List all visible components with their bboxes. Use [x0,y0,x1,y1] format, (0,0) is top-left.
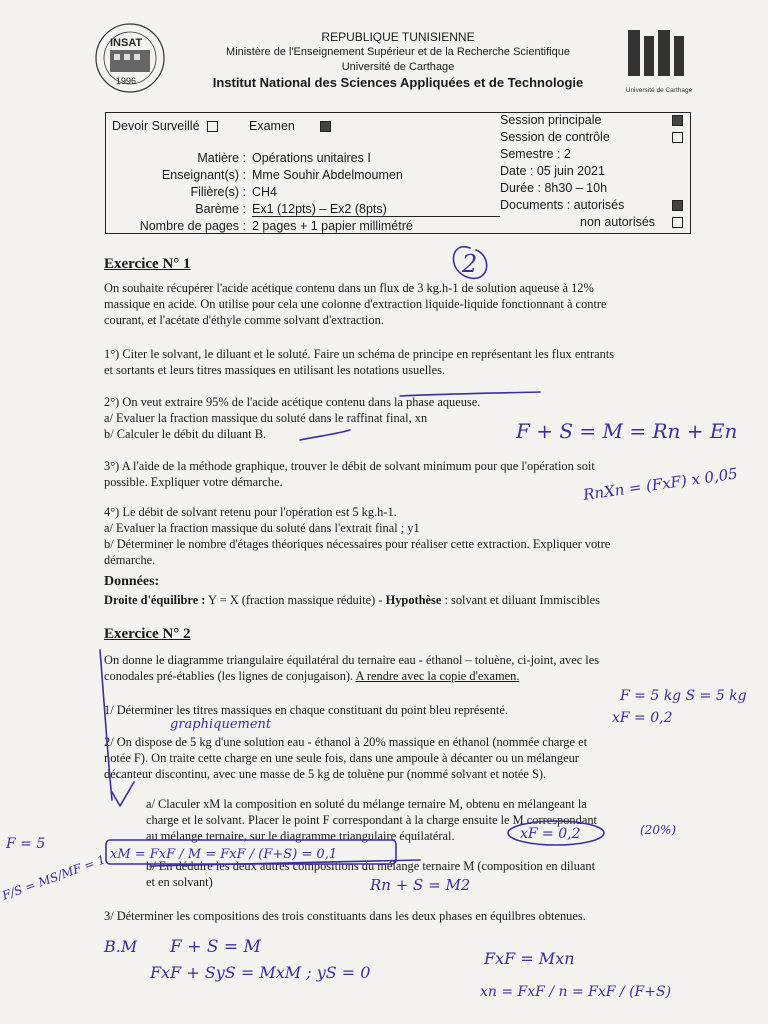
ex1-q4-line3: b/ Déterminer le nombre d'étages théoriques nécessaires pour réaliser cette extraction. Expliquer votre [104,537,611,551]
donnees-hypothese: Hypothèse [385,593,442,607]
ex2-title: Exercice N° 2 [104,626,191,642]
ex2-qb-line1: b/ En déduire les deux autres compositions du mélange ternaire M (composition en diluant [146,859,596,873]
ex1-q2-line3: b/ Calculer le débit du diluant B. [104,427,267,441]
ex2-intro-line2: conodales pré-établies (les lignes de conjugaison). [104,669,356,683]
donnees-immiscibles: : solvant et diluant Immiscibles [441,593,601,607]
ex1-q2-line1: 2°) On veut extraire 95% de l'acide acétique contenu dans la phase aqueuse. [104,395,481,409]
ex2-qa-line1: a/ Claculer xM la composition en soluté du mélange ternaire M, obtenu en mélangeant la [146,797,587,811]
header-republic: REPUBLIQUE TUNISIENNE [321,30,475,44]
ex1-intro-line1: On souhaite récupérer l'acide acétique contenu dans un flux de 3 kg.h-1 de solution aqueuse à 12% [104,281,594,295]
pages-label: Nombre de pages : [139,219,246,233]
matiere-value: Opérations unitaires I [252,151,371,165]
ex2-q2-line3: décanteur discontinu, avec une masse de 5 kg de toluène pur (nommé solvant et notée S). [104,767,547,781]
hw-eq-bm1: F + S = M [170,937,261,957]
ex1-title: Exercice N° 1 [104,256,191,272]
ex1-q1-line2: et sortants et leurs titres massiques en utilisant les notations usuelles. [104,363,446,377]
filiere-value: CH4 [252,185,278,199]
hw-note-xf: xF = 0,2 [612,710,673,726]
ex1-q2-line2: a/ Evaluer la fraction massique du soluté dans le raffinat final, xn [104,411,428,425]
enseignant-label: Enseignant(s) : [161,168,246,182]
hw-xf-box: xF = 0,2 [520,826,581,842]
hw-eq-r1: FxF = Mxn [484,949,575,968]
header-institute: Institut National des Sciences Appliquées et de Technologie [212,75,584,90]
carthage-logo-caption: Université de Carthage [625,87,693,94]
ex2-q3: 3/ Déterminer les compositions des trois constituants dans les deux phases en équilbres obtenues. [104,909,586,923]
hw-left-1: F = 5 [6,836,46,852]
insat-logo-year: 1996 [116,76,137,86]
enseignant-value: Mme Souhir Abdelmoumen [252,168,403,182]
donnees-droite: Droite d'équilibre : [104,593,206,607]
ex1-q4-line2: a/ Evaluer la fraction massique du soluté dans l'extrait final ; y1 [104,521,420,535]
hw-eq-r2: xn = FxF / n = FxF / (F+S) [480,984,672,1000]
ex1-q3-line1: 3°) A l'aide de la méthode graphique, trouver le débit de solvant minimum pour que l'opération soit [104,459,595,473]
session-principale: Session principale [500,113,602,127]
ex2-intro-line1: On donne le diagramme triangulaire équilatéral du ternaire eau - éthanol – toluène, ci-joint, avec les [104,653,600,667]
documents-non-autorises: non autorisés [580,215,656,229]
hw-underline [400,392,540,396]
duree: Durée : 8h30 – 10h [500,181,608,195]
ex1-q3-line2: possible. Expliquer votre démarche. [104,475,283,489]
hw-note-fs: F = 5 kg S = 5 kg [620,688,747,704]
bareme-label: Barème : [195,202,246,216]
hw-left-2: F/S = MS/MF = 1 [0,852,108,903]
hw-graph: graphiquement [170,717,272,732]
hw-eq-rn: RnXn = (FxF) x 0,05 [582,464,739,504]
hw-check [112,782,134,806]
hw-margin-line [100,650,112,800]
semestre: Semestre : 2 [500,147,571,161]
header-university: Université de Carthage [341,61,455,73]
ex1-intro-line3: courant, et l'acétate d'éthyle comme solvant d'extraction. [104,313,384,327]
ex1-q1-line1: 1°) Citer le solvant, le diluant et le soluté. Faire un schéma de principe en représentant les flux entrants [104,347,615,361]
ex1-q4-line1: 4°) Le débit de solvant retenu pour l'opération est 5 kg.h-1. [104,505,397,519]
matiere-label: Matière : [197,151,246,165]
hw-rn-s: Rn + S = M2 [370,876,471,894]
ex2-rendre-note: A rendre avec la copie d'examen. [355,669,520,683]
ex2-qa-line3: au mélange ternaire, sur le diagramme triangulaire équilatéral. [146,829,455,843]
documents-autorises: Documents : autorisés [500,198,625,212]
ex2-q2-line2: notée F). On traite cette charge en une seule fois, dans une ampoule à décanter ou un mélangeur [104,751,579,765]
header-ministry: Ministère de l'Enseignement Supérieur et de la Recherche Scientifique [226,46,570,58]
ex2-q2-line1: 2/ On dispose de 5 kg d'une solution eau - éthanol à 20% massique en éthanol (nommée charge et [104,735,588,749]
ex2-qa-line2: charge et le solvant. Placer le point F correspondant à la charge ensuite le M correspondant [146,813,597,827]
bareme-value: Ex1 (12pts) – Ex2 (8pts) [252,202,500,217]
devoir-label: Devoir Surveillé [112,119,200,133]
session-controle: Session de contrôle [500,130,610,144]
date: Date : 05 juin 2021 [500,164,605,178]
donnees-eq: Y = X (fraction massique réduite) - [205,593,386,607]
ex2-qb-line2: et en solvant) [146,875,213,889]
hw-eq-mass: F + S = M = Rn + En [516,419,738,443]
pages-value: 2 pages + 1 papier millimétré [252,219,413,233]
ex2-q1: 1/ Déterminer les titres massiques en chaque constituant du point bleu représenté. [104,703,508,717]
donnees-title: Données: [104,574,160,589]
ex1-intro-line2: massique en acide. On utilise pour cela une colonne d'extraction liquide-liquide fonctionnant à contre [104,297,607,311]
hw-eq-bm2: FxF + SyS = MxM ; yS = 0 [150,963,371,982]
hw-pct: (20%) [640,823,677,837]
ex1-q4-line4: démarche. [104,553,156,567]
insat-logo-text: INSAT [110,37,143,49]
filiere-label: Filière(s) : [190,185,246,199]
hw-circled-2: 2 [462,250,478,278]
hw-eq-xm: xM = FxF / M = FxF / (F+S) = 0,1 [110,847,338,862]
hw-bm: B.M [104,937,138,956]
hw-tick-1 [300,430,350,440]
examen-label: Examen [249,119,295,133]
